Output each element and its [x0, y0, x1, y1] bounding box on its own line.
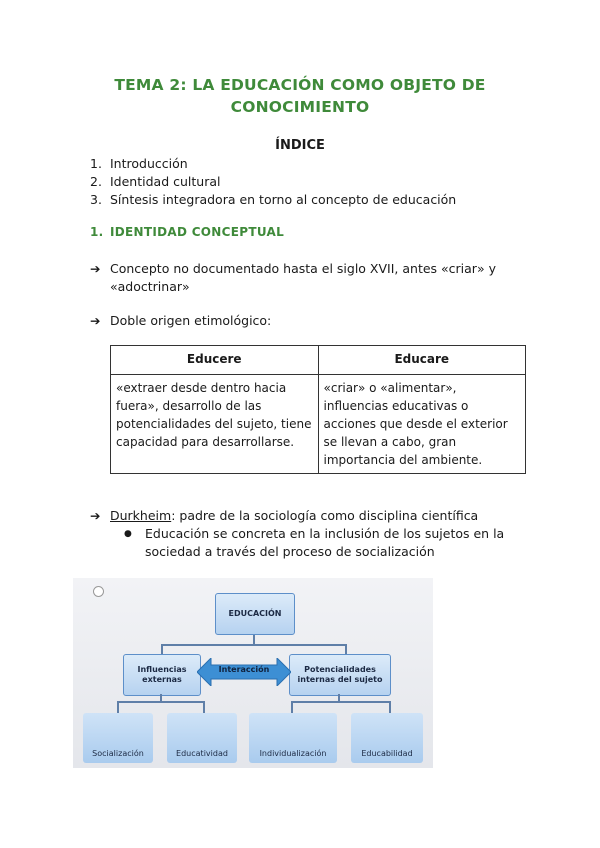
arrow-icon: ➔ — [90, 508, 101, 523]
etymology-table — [110, 345, 526, 474]
arrow-icon: ➔ — [90, 313, 101, 328]
connector — [161, 644, 347, 646]
header-educere: Educere — [111, 346, 319, 375]
toc-number: 1. — [90, 156, 102, 171]
node-internal-potentials: Potencialidades internas del sujeto — [289, 654, 391, 696]
cell-educere: «extraer desde dentro hacia fuera», desarrollo de las potencialidades del sujeto, tiene capacidad para desarrollarse. — [111, 375, 319, 474]
cell-educare: «criar» o «alimentar», influencias educativas o acciones que desde el exterior se llevan a cabo, gran importancia del ambiente. — [318, 375, 526, 474]
arrow-icon: ➔ — [90, 261, 101, 276]
section-heading — [90, 225, 284, 239]
point-durkheim — [90, 507, 478, 525]
toc-text: Introducción — [110, 156, 188, 171]
section-title: IDENTIDAD CONCEPTUAL — [110, 225, 285, 239]
bullet-text: Educación se concreta en la inclusión de los sujetos en la sociedad a través del proceso de socialización — [145, 526, 505, 559]
table-of-contents — [90, 155, 456, 209]
point-etymology-text: Doble origen etimológico: — [110, 313, 272, 328]
section-number: 1. — [90, 225, 104, 239]
node-external-influences: Influencias externas — [123, 654, 201, 696]
table-header-row — [111, 346, 526, 375]
circle-icon — [93, 586, 104, 597]
point-concept — [90, 260, 496, 296]
connector — [117, 701, 205, 703]
toc-item — [90, 155, 456, 173]
point-concept-line-1: Concepto no documentado hasta el siglo XVII, antes «criar» y — [110, 261, 496, 276]
toc-text: Identidad cultural — [110, 174, 221, 189]
toc-text: Síntesis integradora en torno al concepto de educación — [110, 192, 457, 207]
index-heading: ÍNDICE — [275, 138, 325, 153]
bullet-socialization — [125, 525, 525, 561]
durkheim-text: : padre de la sociología como disciplina científica — [171, 508, 479, 523]
point-concept-line-2: «adoctrinar» — [110, 279, 190, 294]
bullet-icon: ● — [124, 529, 132, 539]
leaf-socialization: Socialización — [83, 713, 153, 763]
toc-number: 3. — [90, 192, 102, 207]
connector — [291, 701, 293, 713]
leaf-individualization: Individualización — [249, 713, 337, 763]
toc-item — [90, 191, 456, 209]
toc-number: 2. — [90, 174, 102, 189]
toc-item — [90, 173, 456, 191]
connector — [291, 701, 391, 703]
point-etymology — [90, 312, 271, 330]
connector — [117, 701, 119, 713]
table-row — [111, 375, 526, 474]
connector — [203, 701, 205, 713]
connector — [389, 701, 391, 713]
document-title — [0, 74, 600, 118]
node-education: EDUCACIÓN — [215, 593, 295, 635]
title-line-2: CONOCIMIENTO — [230, 98, 370, 116]
interaction-label: Interacción — [218, 665, 270, 674]
header-educare: Educare — [318, 346, 526, 375]
leaf-educability: Educabilidad — [351, 713, 423, 763]
leaf-educativity: Educatividad — [167, 713, 237, 763]
title-line-1: TEMA 2: LA EDUCACIÓN COMO OBJETO DE — [114, 76, 486, 94]
education-diagram — [73, 578, 433, 768]
connector — [345, 644, 347, 654]
durkheim-link: Durkheim — [110, 508, 172, 523]
connector — [161, 644, 163, 654]
